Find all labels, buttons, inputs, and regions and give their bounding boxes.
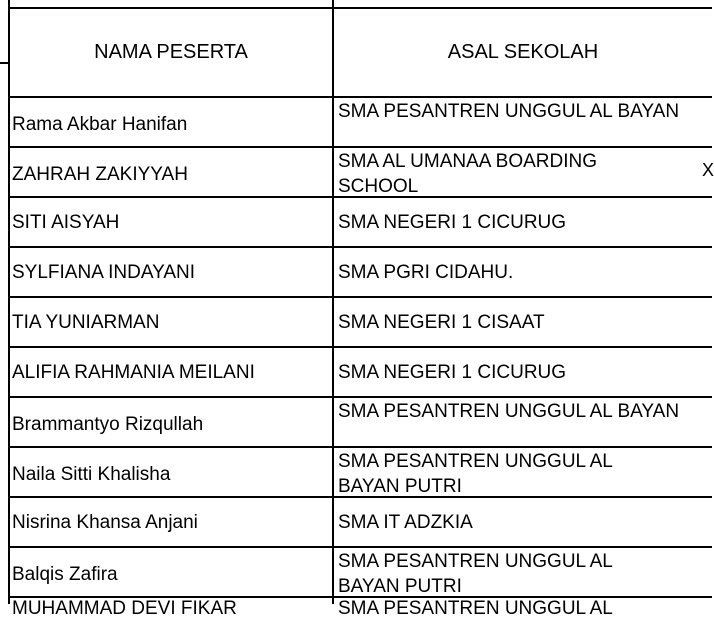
cell-asal-sekolah[interactable]: SMA PGRI CIDAHU. bbox=[338, 261, 514, 283]
cell-asal-sekolah[interactable]: SMA PESANTREN UNGGUL AL BAYAN bbox=[338, 101, 680, 122]
cell-nama-peserta[interactable]: Rama Akbar Hanifan bbox=[12, 113, 188, 135]
cell-nama-peserta[interactable]: ZAHRAH ZAKIYYAH bbox=[12, 163, 188, 185]
overflow-mark: X bbox=[701, 160, 714, 180]
cell-nama-peserta[interactable]: Brammantyo Rizqullah bbox=[12, 413, 204, 435]
grid-line-stub bbox=[0, 62, 8, 64]
cell-asal-sekolah[interactable]: SMA AL UMANAA BOARDING SCHOOL bbox=[338, 151, 598, 197]
cell-nama-peserta[interactable]: ALIFIA RAHMANIA MEILANI bbox=[12, 361, 255, 383]
cell-asal-sekolah[interactable]: SMA PESANTREN UNGGUL AL BAYAN bbox=[338, 401, 680, 422]
cell-asal-sekolah[interactable]: SMA NEGERI 1 CISAAT bbox=[338, 311, 545, 333]
cell-nama-peserta-partial[interactable]: MUHAMMAD DEVI FIKAR bbox=[12, 598, 237, 619]
cell-asal-sekolah[interactable]: SMA NEGERI 1 CICURUG bbox=[338, 211, 567, 233]
header-nama-peserta[interactable]: NAMA PESERTA bbox=[94, 41, 248, 63]
cell-asal-sekolah[interactable]: SMA PESANTREN UNGGUL AL BAYAN PUTRI bbox=[338, 551, 613, 597]
header-asal-sekolah[interactable]: ASAL SEKOLAH bbox=[447, 41, 599, 63]
cell-nama-peserta[interactable]: SYLFIANA INDAYANI bbox=[12, 261, 196, 283]
cell-nama-peserta[interactable]: Naila Sitti Khalisha bbox=[12, 463, 171, 485]
cell-asal-sekolah-partial[interactable]: SMA PESANTREN UNGGUL AL bbox=[338, 598, 613, 619]
cell-nama-peserta[interactable]: Balqis Zafira bbox=[12, 563, 118, 585]
cell-nama-peserta[interactable]: TIA YUNIARMAN bbox=[12, 311, 160, 333]
cell-nama-peserta[interactable]: Nisrina Khansa Anjani bbox=[12, 511, 198, 533]
cell-asal-sekolah[interactable]: SMA PESANTREN UNGGUL AL BAYAN PUTRI bbox=[338, 451, 613, 497]
cell-asal-sekolah[interactable]: SMA IT ADZKIA bbox=[338, 511, 473, 533]
cell-asal-sekolah[interactable]: SMA NEGERI 1 CICURUG bbox=[338, 361, 567, 383]
cell-nama-peserta[interactable]: SITI AISYAH bbox=[12, 211, 120, 233]
